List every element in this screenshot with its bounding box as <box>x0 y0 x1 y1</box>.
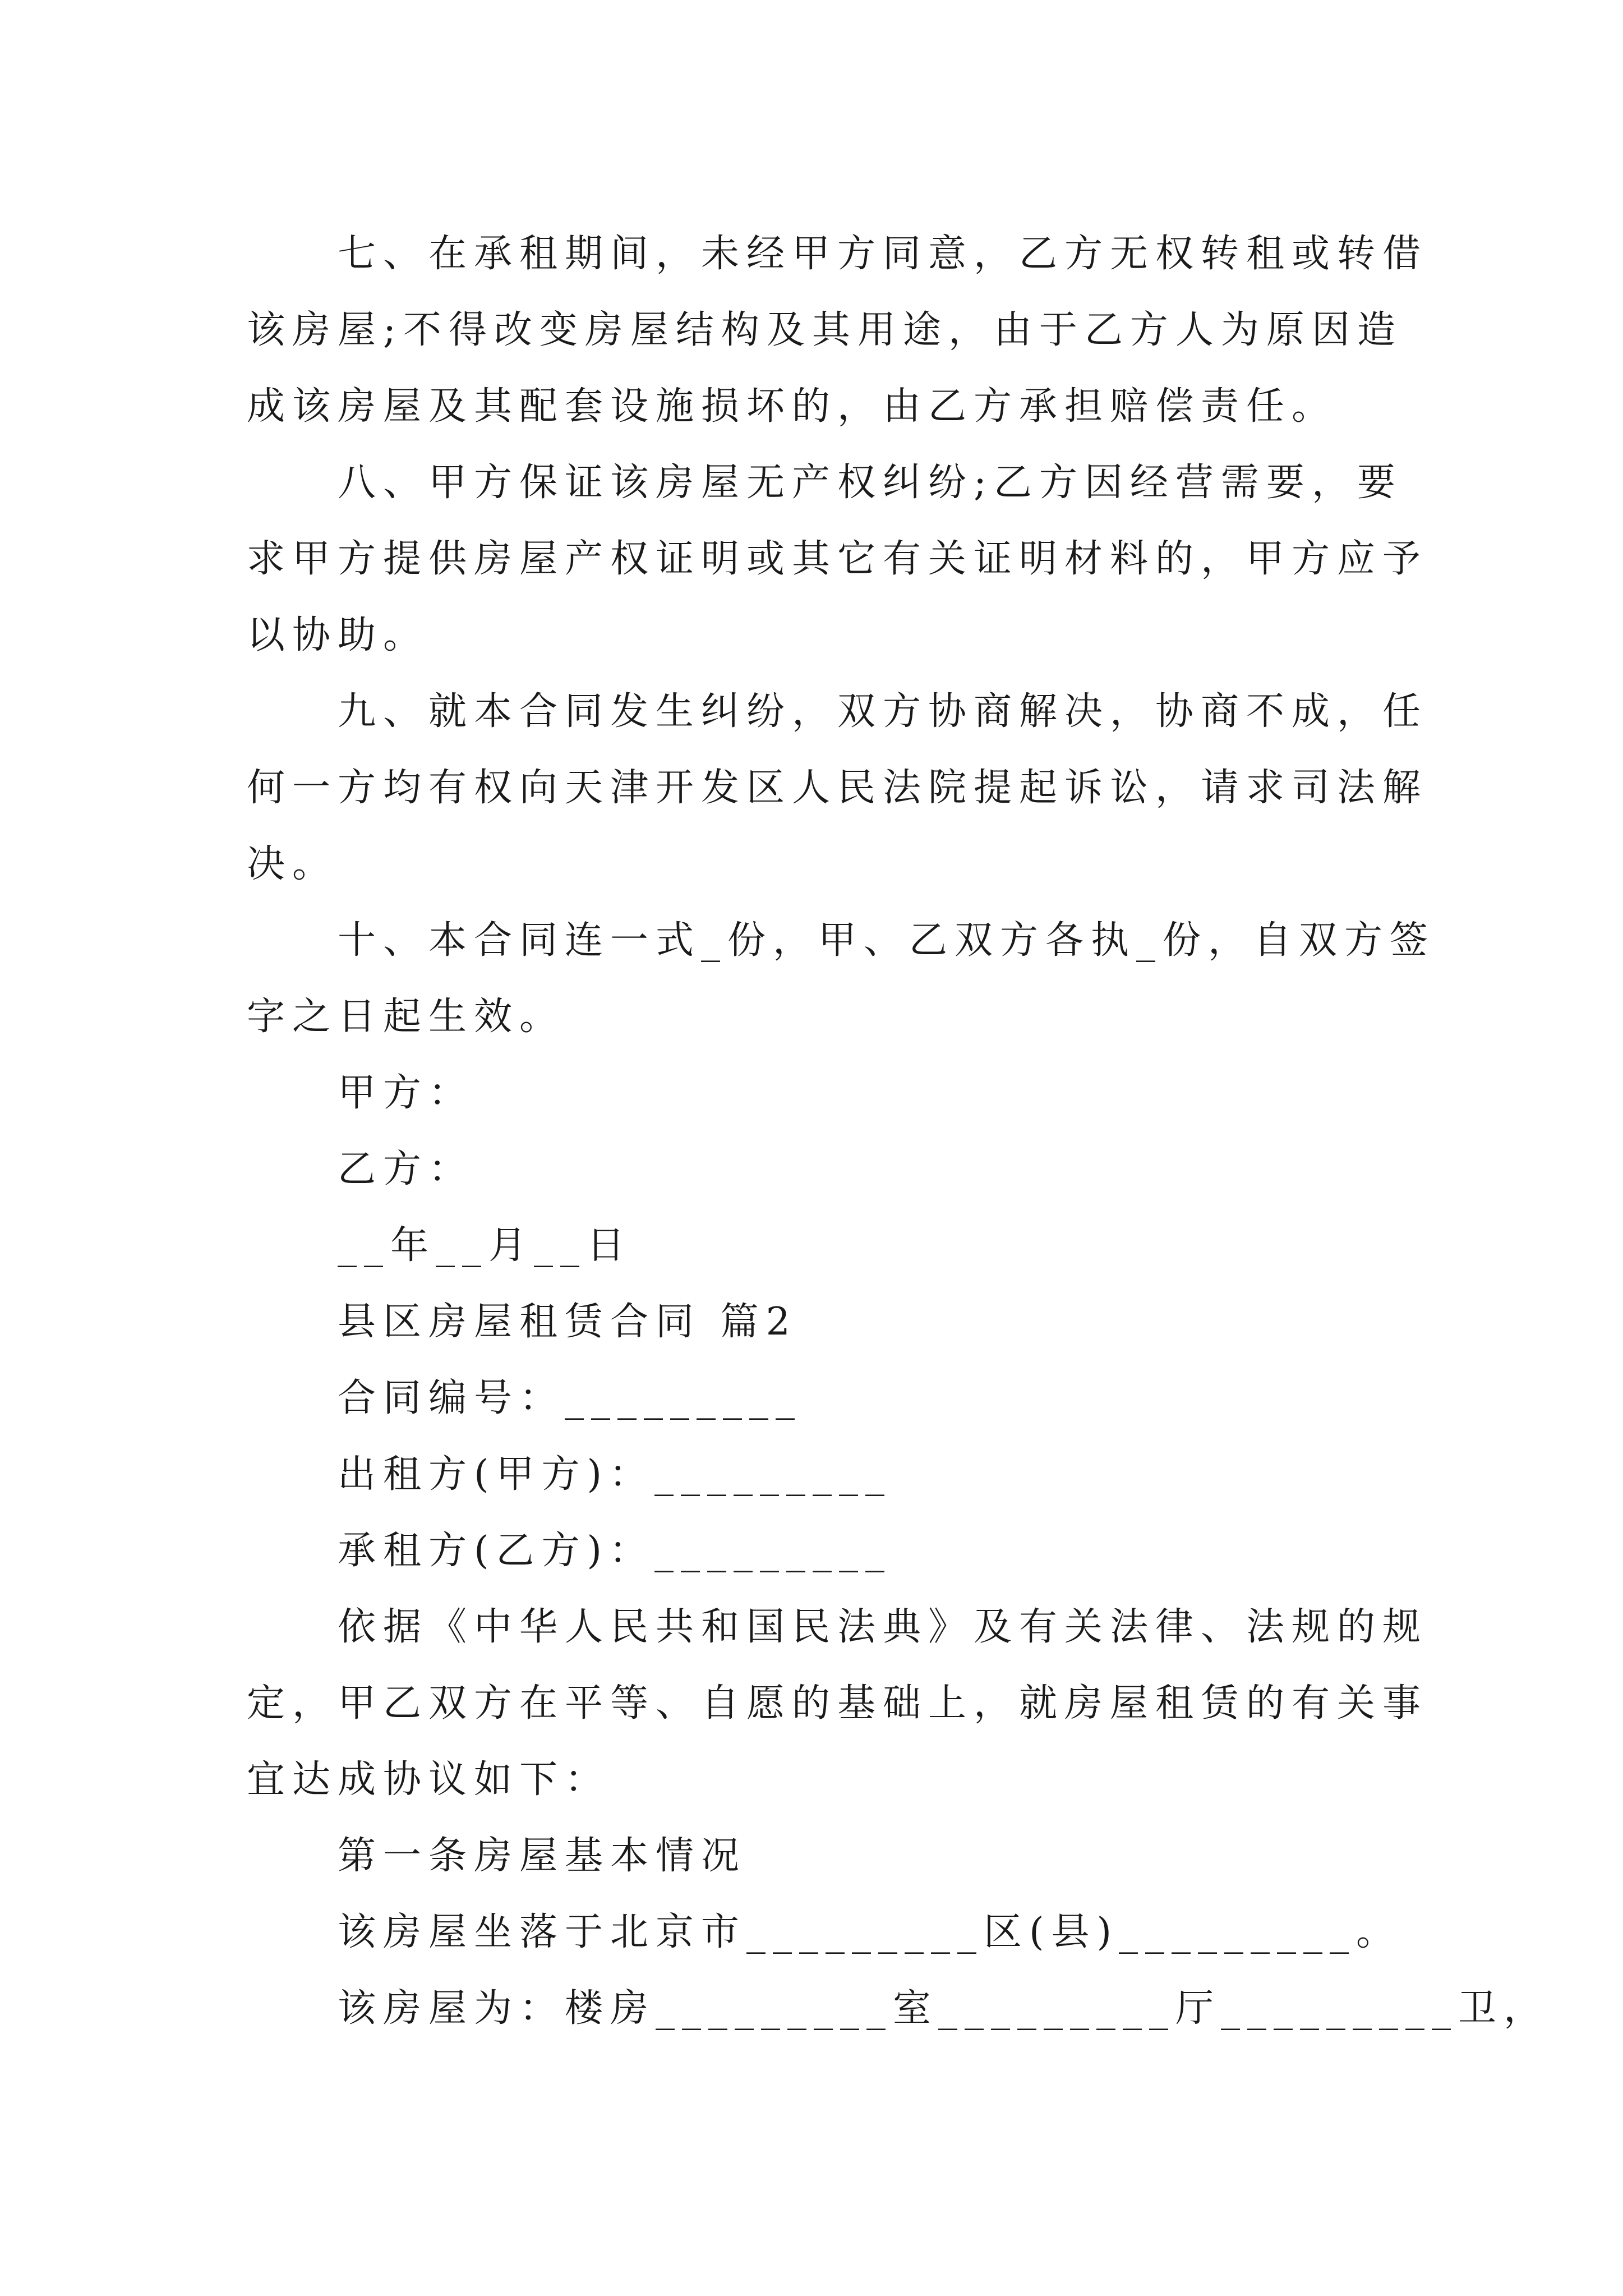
text-line: 十、本合同连一式_份，甲、乙双方各执_份，自双方签 <box>338 918 1436 963</box>
text-line: 宜达成协议如下： <box>247 1757 611 1802</box>
text-line: 承租方(乙方)：_________ <box>338 1529 892 1573</box>
text-line: 八、甲方保证该房屋无产权纠纷;乙方因经营需要，要 <box>338 461 1403 505</box>
text-line: 甲方： <box>338 1071 474 1115</box>
text-line: 字之日起生效。 <box>247 995 565 1039</box>
text-line: __年__月__日 <box>338 1223 633 1268</box>
text-line: 求甲方提供房屋产权证明或其它有关证明材料的，甲方应予 <box>247 537 1428 581</box>
text-line: 成该房屋及其配套设施损坏的，由乙方承担赔偿责任。 <box>247 384 1338 429</box>
text-line: 决。 <box>247 842 338 886</box>
text-line: 该房屋为：楼房_________室_________厅_________卫， <box>338 1986 1550 2031</box>
text-line: 合同编号：_________ <box>338 1376 803 1420</box>
text-line: 七、在承租期间，未经甲方同意，乙方无权转租或转借 <box>338 232 1428 276</box>
text-line: 出租方(甲方)：_________ <box>338 1452 892 1497</box>
text-line: 九、就本合同发生纠纷，双方协商解决，协商不成，任 <box>338 689 1428 734</box>
text-line: 依据《中华人民共和国民法典》及有关法律、法规的规 <box>338 1605 1428 1649</box>
text-line: 第一条房屋基本情况 <box>338 1834 747 1878</box>
text-line: 县区房屋租赁合同 篇2 <box>338 1300 797 1344</box>
text-line: 该房屋坐落于北京市_________区(县)_________。 <box>338 1910 1402 1954</box>
document-body <box>247 216 1550 2047</box>
text-line: 该房屋;不得改变房屋结构及其用途，由于乙方人为原因造 <box>247 308 1403 352</box>
text-line: 定，甲乙双方在平等、自愿的基础上，就房屋租赁的有关事 <box>247 1681 1428 1726</box>
text-line: 乙方： <box>338 1147 474 1191</box>
text-line: 以协助。 <box>247 613 429 657</box>
text-line: 何一方均有权向天津开发区人民法院提起诉讼，请求司法解 <box>247 766 1428 810</box>
